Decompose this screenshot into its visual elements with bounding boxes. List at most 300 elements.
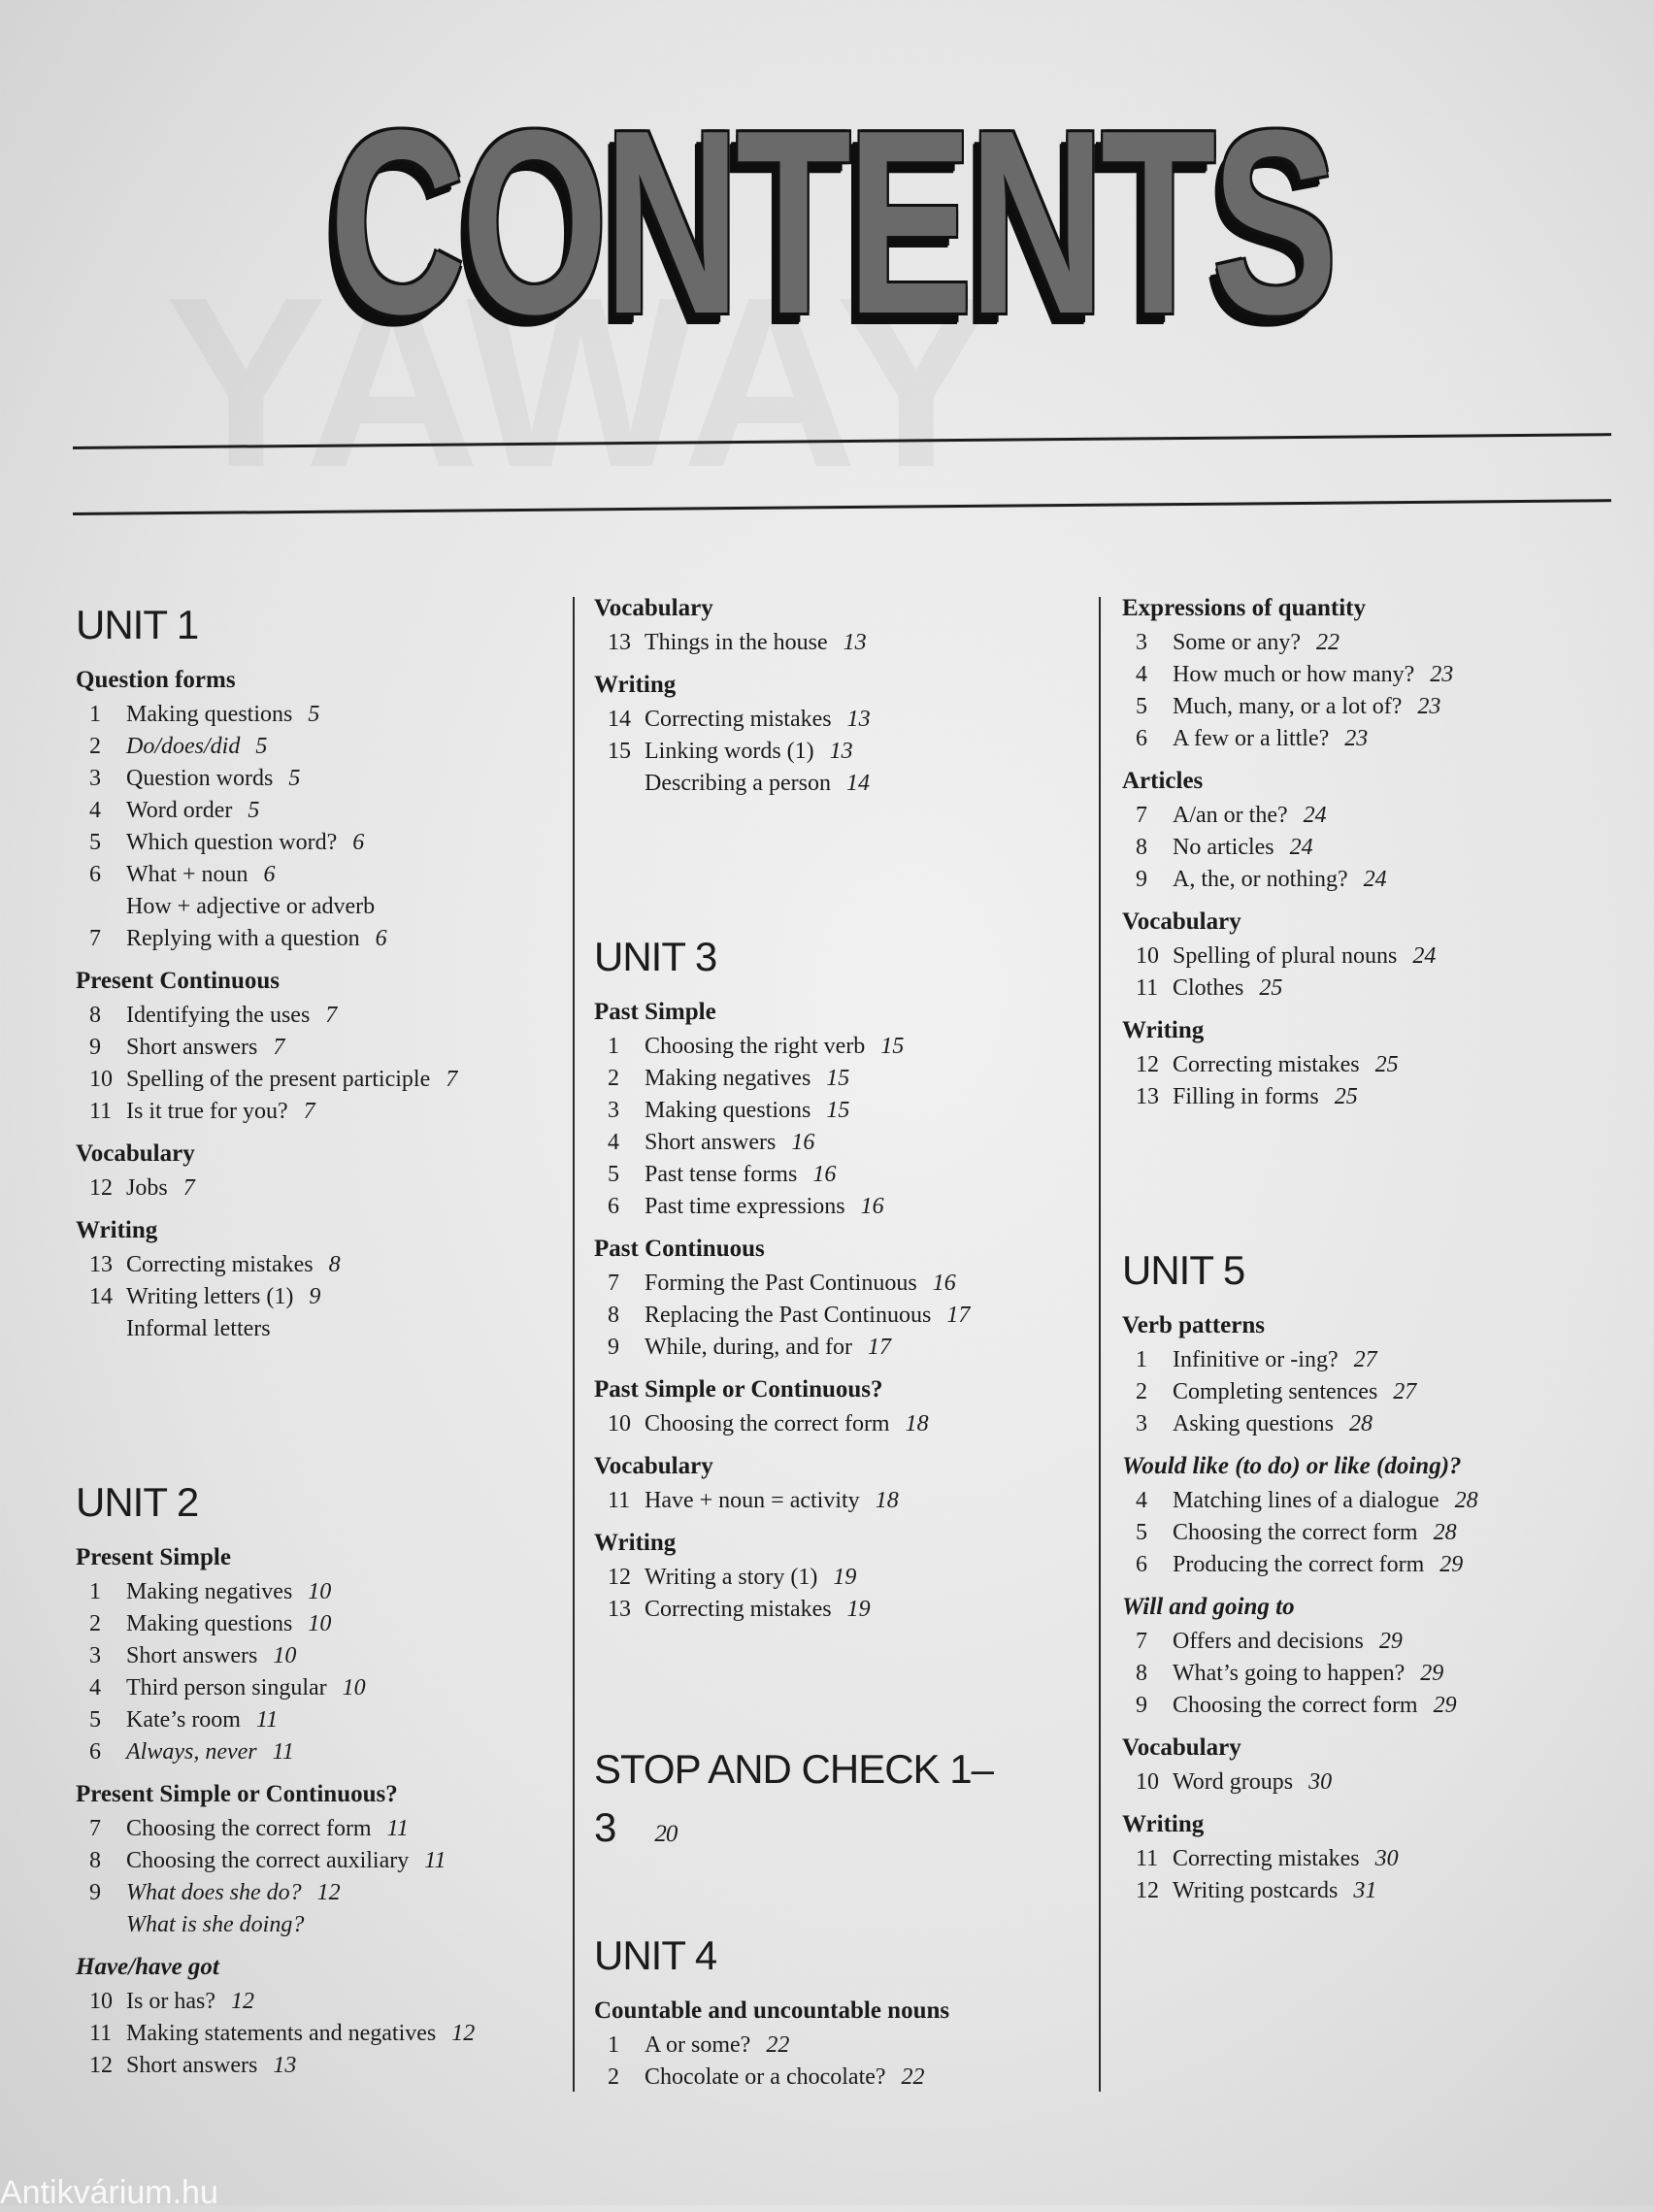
section-heading: Writing [76,1217,158,1243]
page-number: 29 [1433,1693,1457,1718]
exercise-title: What does she do? [126,1880,302,1905]
exercise-number: 6 [89,862,101,887]
contents-entry [76,1281,542,1313]
exercise-title: Question words [126,766,274,791]
page-number: 7 [446,1067,458,1092]
exercise-subtitle-text: Describing a person [645,771,831,796]
exercise-title: What + noun [126,862,248,887]
column-divider-left [573,597,575,2092]
exercise-number: 12 [89,2053,113,2078]
exercise-number: 7 [608,1271,619,1296]
page-number: 13 [843,630,867,655]
page-number: 14 [845,771,870,796]
watermark: Antikvárium.hu [0,2174,218,2211]
contents-entry [1122,1843,1588,1875]
exercise-title: Making negatives [645,1066,811,1091]
page-number: 13 [829,739,853,764]
exercise-number: 2 [608,2064,619,2090]
section-heading: Present Continuous [76,968,280,994]
exercise-title: Choosing the right verb [645,1034,866,1059]
exercise-number: 4 [1136,1488,1147,1513]
contents-entry [1122,800,1588,832]
contents-entry [594,1408,1060,1440]
exercise-title: Making statements and negatives [126,2021,437,2046]
exercise-title: Chocolate or a chocolate? [645,2064,886,2090]
page-number: 23 [1430,662,1454,687]
page-number: 6 [352,830,365,855]
contents-entry [76,1672,542,1704]
contents-entry [76,1813,542,1845]
contents-entry [1122,973,1588,1005]
contents-entry [76,1704,542,1736]
exercise-number: 13 [89,1252,113,1277]
exercise-subtitle [594,768,1060,800]
page-number: 10 [273,1643,297,1668]
page-number: 20 [654,1821,678,1847]
exercise-number: 5 [608,1162,619,1187]
exercise-number: 4 [89,798,101,823]
contents-entry [76,2018,542,2050]
exercise-number: 10 [608,1411,631,1436]
page-number: 16 [791,1130,815,1155]
contents-entry [76,1845,542,1877]
page-number: 17 [867,1335,891,1360]
exercise-number: 6 [89,1739,101,1765]
column-divider-right [1099,597,1101,2092]
exercise-subtitle [76,1313,542,1345]
exercise-title: No articles [1173,835,1274,860]
exercise-subtitle [76,1909,542,1941]
contents-entry [76,1032,542,1064]
contents-entry [76,1000,542,1032]
exercise-title: Offers and decisions [1173,1629,1364,1654]
section-heading: Writing [594,1530,677,1556]
page-number: 25 [1374,1052,1399,1077]
page-number: 23 [1417,694,1441,719]
section-heading: Countable and uncountable nouns [594,1997,950,2024]
page-number: 22 [766,2032,790,2058]
page-number: 15 [880,1034,905,1059]
stop-and-check-label: STOP AND CHECK 1–3 [594,1746,993,1850]
section-heading: Past Simple [594,999,716,1025]
contents-entry [1122,1766,1588,1799]
section-heading: Articles [1122,768,1204,794]
contents-entry [76,1986,542,2018]
contents-entry [76,2050,542,2082]
page-number: 25 [1334,1084,1358,1109]
section-heading: Present Simple or Continuous? [76,1781,398,1807]
exercise-title: Making questions [126,1611,293,1636]
exercise-subtitle [76,891,542,923]
exercise-number: 1 [89,1579,101,1604]
exercise-title: Matching lines of a dialogue [1173,1488,1439,1513]
exercise-number: 15 [608,739,631,764]
exercise-number: 11 [89,2021,113,2046]
page-number: 17 [946,1303,971,1328]
exercise-title: Linking words (1) [645,739,814,764]
page-number: 16 [860,1194,884,1219]
contents-entry [594,704,1060,736]
contents-column-3 [1122,582,1588,2096]
exercise-title: What’s going to happen? [1173,1661,1406,1686]
exercise-title: Writing letters (1) [126,1284,294,1309]
exercise-number: 12 [1136,1878,1159,1903]
exercise-number: 1 [89,702,101,727]
exercise-title: Correcting mistakes [1173,1052,1360,1077]
exercise-number: 11 [1136,975,1159,1001]
contents-entry [1122,723,1588,755]
exercise-title: Forming the Past Continuous [645,1271,917,1296]
contents-entry [1122,1408,1588,1440]
exercise-title: Always, never [126,1739,257,1765]
exercise-number: 5 [1136,1520,1147,1545]
contents-entry [1122,1690,1588,1722]
exercise-title: Short answers [126,1035,258,1060]
page-number: 10 [308,1611,332,1636]
exercise-number: 6 [1136,1552,1147,1577]
contents-entry [1122,1517,1588,1549]
exercise-title: Past time expressions [645,1194,845,1219]
contents-entry [594,1300,1060,1332]
exercise-title: Do/does/did [126,734,241,759]
exercise-subtitle-text: Informal letters [126,1316,271,1341]
page-number: 12 [230,1989,254,2014]
contents-entry [594,627,1060,659]
exercise-number: 2 [89,734,101,759]
exercise-number: 3 [89,766,101,791]
exercise-number: 10 [89,1989,113,2014]
exercise-title: Replying with a question [126,926,360,951]
exercise-title: Short answers [645,1130,777,1155]
contents-entry [76,923,542,955]
exercise-number: 1 [608,2032,619,2058]
unit-heading: UNIT 4 [594,1932,717,1978]
exercise-number: 5 [89,1707,101,1733]
contents-entry [76,1877,542,1909]
contents-entry [1122,627,1588,659]
exercise-number: 10 [1136,1769,1159,1795]
exercise-title: Infinitive or -ing? [1173,1347,1339,1372]
page-number: 12 [451,2021,476,2046]
exercise-number: 14 [89,1284,113,1309]
exercise-title: Identifying the uses [126,1003,311,1028]
exercise-title: Choosing the correct form [645,1411,890,1436]
exercise-number: 12 [608,1565,631,1590]
exercise-title: Have + noun = activity [645,1488,860,1513]
exercise-title: Choosing the correct auxiliary [126,1848,410,1873]
exercise-title: Correcting mistakes [645,707,832,732]
contents-entry [76,795,542,827]
contents-entry [76,763,542,795]
exercise-number: 7 [1136,803,1147,828]
exercise-number: 11 [89,1099,113,1124]
exercise-title: Short answers [126,2053,258,2078]
exercise-number: 4 [1136,662,1147,687]
page-number: 8 [328,1252,341,1277]
exercise-title: Replacing the Past Continuous [645,1303,932,1328]
exercise-title: Choosing the correct form [1173,1693,1418,1718]
exercise-title: Short answers [126,1643,258,1668]
exercise-title: Clothes [1173,975,1244,1001]
exercise-number: 3 [608,1098,619,1123]
exercise-title: Some or any? [1173,630,1301,655]
page-number: 11 [424,1848,447,1873]
exercise-number: 7 [89,1816,101,1841]
page-number: 23 [1344,726,1369,751]
exercise-title: Writing a story (1) [645,1565,818,1590]
exercise-title: Kate’s room [126,1707,241,1733]
page-number: 7 [182,1175,195,1201]
section-heading: Vocabulary [1122,1734,1241,1761]
contents-entry [76,1640,542,1672]
page-number: 27 [1353,1347,1377,1372]
exercise-number: 2 [89,1611,101,1636]
page-number: 16 [812,1162,837,1187]
page-number: 24 [1363,867,1387,892]
exercise-title: While, during, and for [645,1335,852,1360]
page-number: 6 [263,862,276,887]
page-number: 10 [308,1579,332,1604]
contents-entry [76,1096,542,1128]
exercise-number: 3 [1136,630,1147,655]
exercise-title: Producing the correct form [1173,1552,1425,1577]
exercise-title: Completing sentences [1173,1379,1378,1404]
page-number: 15 [826,1066,850,1091]
contents-entry [1122,941,1588,973]
contents-entry [1122,1485,1588,1517]
contents-entry [76,1249,542,1281]
exercise-number: 1 [608,1034,619,1059]
exercise-title: Writing postcards [1173,1878,1339,1903]
exercise-number: 9 [1136,867,1147,892]
exercise-number: 7 [89,926,101,951]
page-number: 11 [255,1707,279,1733]
exercise-title: Making negatives [126,1579,293,1604]
unit-heading: UNIT 3 [594,934,717,979]
exercise-number: 3 [89,1643,101,1668]
exercise-number: 10 [89,1067,113,1092]
section-heading: Present Simple [76,1544,231,1570]
contents-column-1 [76,582,542,2096]
page-number: 27 [1393,1379,1417,1404]
exercise-number: 9 [608,1335,619,1360]
page-number: 5 [248,798,260,823]
contents-entry [76,827,542,859]
contents-entry [1122,1081,1588,1113]
exercise-title: Things in the house [645,630,828,655]
section-heading: Expressions of quantity [1122,595,1366,621]
section-heading: Vocabulary [594,595,713,621]
exercise-title: Asking questions [1173,1411,1335,1436]
contents-entry [1122,1658,1588,1690]
section-heading: Past Simple or Continuous? [594,1376,883,1403]
exercise-number: 11 [608,1488,631,1513]
page-title: CONTENTS [329,77,1334,369]
exercise-title: A, the, or nothing? [1173,867,1348,892]
contents-entry [76,1608,542,1640]
exercise-number: 6 [608,1194,619,1219]
exercise-number: 12 [1136,1052,1159,1077]
exercise-title: A/an or the? [1173,803,1288,828]
page-number: 10 [342,1675,366,1700]
page-number: 5 [288,766,301,791]
page-number: 16 [932,1271,956,1296]
exercise-number: 11 [1136,1846,1159,1871]
unit-heading: UNIT 5 [1122,1247,1245,1293]
contents-entry [1122,691,1588,723]
page-number: 7 [303,1099,315,1124]
contents-entry [76,1064,542,1096]
exercise-title: Past tense forms [645,1162,798,1187]
exercise-title: Correcting mistakes [645,1597,832,1622]
page-number: 13 [846,707,871,732]
exercise-title: How much or how many? [1173,662,1415,687]
exercise-title: Word order [126,798,233,823]
contents-entry [594,1191,1060,1223]
page-number: 11 [272,1739,294,1765]
exercise-number: 5 [1136,694,1147,719]
exercise-number: 6 [1136,726,1147,751]
section-heading: Would like (to do) or like (doing)? [1122,1453,1462,1479]
page-number: 6 [375,926,387,951]
exercise-title: Correcting mistakes [126,1252,314,1277]
contents-entry [1122,832,1588,864]
page-number: 29 [1420,1661,1444,1686]
contents-entry [594,2030,1060,2062]
contents-entry [594,1268,1060,1300]
page-number: 7 [273,1035,285,1060]
exercise-number: 9 [89,1880,101,1905]
contents-entry [1122,1549,1588,1581]
section-heading: Writing [1122,1017,1205,1043]
page-number: 18 [875,1488,899,1513]
exercise-number: 13 [608,1597,631,1622]
exercise-number: 4 [608,1130,619,1155]
contents-entry [594,1095,1060,1127]
page-number: 24 [1412,943,1437,969]
page-number: 30 [1374,1846,1399,1871]
exercise-number: 13 [1136,1084,1159,1109]
exercise-number: 12 [89,1175,113,1201]
exercise-number: 1 [1136,1347,1147,1372]
page-number: 5 [308,702,320,727]
page-number: 22 [1315,630,1340,655]
page-number: 29 [1439,1552,1464,1577]
page-number: 19 [846,1597,871,1622]
page-number: 11 [386,1816,409,1841]
contents-entry [594,2062,1060,2094]
page-number: 5 [255,734,268,759]
contents-entry [594,1594,1060,1626]
contents-entry [1122,1626,1588,1658]
exercise-number: 10 [1136,943,1159,969]
exercise-title: Choosing the correct form [1173,1520,1418,1545]
section-heading: Have/have got [76,1954,219,1980]
exercise-number: 2 [608,1066,619,1091]
page-number: 30 [1308,1769,1333,1795]
exercise-title: Making questions [645,1098,811,1123]
exercise-subtitle-text: What is she doing? [126,1912,305,1937]
contents-entry [76,1736,542,1768]
page-number: 24 [1303,803,1327,828]
exercise-title: Is or has? [126,1989,215,2014]
page-number: 9 [309,1284,321,1309]
page-number: 12 [316,1880,341,1905]
contents-entry [1122,1049,1588,1081]
exercise-title: Spelling of the present participle [126,1067,431,1092]
contents-entry [1122,1344,1588,1376]
page-number: 15 [826,1098,850,1123]
exercise-title: Correcting mistakes [1173,1846,1360,1871]
exercise-title: Jobs [126,1175,168,1201]
exercise-title: A few or a little? [1173,726,1330,751]
page-number: 13 [273,2053,297,2078]
contents-entry [76,731,542,763]
exercise-number: 2 [1136,1379,1147,1404]
exercise-title: Word groups [1173,1769,1294,1795]
page-number: 22 [901,2064,925,2090]
contents-entry [594,1063,1060,1095]
exercise-title: Which question word? [126,830,338,855]
page-number: 28 [1433,1520,1457,1545]
exercise-number: 8 [1136,1661,1147,1686]
unit-heading: UNIT 2 [76,1479,199,1525]
contents-entry [594,1332,1060,1364]
page-number: 7 [325,1003,338,1028]
exercise-title: Is it true for you? [126,1099,288,1124]
exercise-number: 9 [1136,1693,1147,1718]
exercise-title: Choosing the correct form [126,1816,372,1841]
exercise-number: 9 [89,1035,101,1060]
contents-entry [76,1172,542,1205]
contents-entry [594,736,1060,768]
contents-entry [1122,864,1588,896]
contents-entry [594,1159,1060,1191]
exercise-number: 8 [89,1003,101,1028]
contents-entry [594,1485,1060,1517]
contents-entry [76,1576,542,1608]
section-heading: Vocabulary [1122,908,1241,935]
unit-heading: UNIT 1 [76,602,199,647]
exercise-number: 14 [608,707,631,732]
exercise-number: 4 [89,1675,101,1700]
contents-entry [594,1127,1060,1159]
section-heading: Writing [1122,1811,1205,1837]
exercise-number: 5 [89,830,101,855]
exercise-title: Filling in forms [1173,1084,1319,1109]
contents-entry [76,699,542,731]
exercise-number: 8 [608,1303,619,1328]
exercise-number: 3 [1136,1411,1147,1436]
section-heading: Will and going to [1122,1594,1295,1620]
section-heading: Question forms [76,667,236,693]
page-number: 29 [1378,1629,1403,1654]
page-number: 24 [1289,835,1313,860]
contents-entry [594,1562,1060,1594]
section-heading: Past Continuous [594,1236,765,1262]
exercise-number: 7 [1136,1629,1147,1654]
contents-entry [1122,1875,1588,1907]
contents-entry [76,859,542,891]
page-number: 18 [905,1411,929,1436]
contents-entry [594,1031,1060,1063]
exercise-title: Third person singular [126,1675,327,1700]
page-number: 28 [1454,1488,1478,1513]
section-heading: Vocabulary [594,1453,713,1479]
section-heading: Writing [594,672,677,698]
contents-column-2 [594,582,1060,2096]
exercise-number: 8 [1136,835,1147,860]
